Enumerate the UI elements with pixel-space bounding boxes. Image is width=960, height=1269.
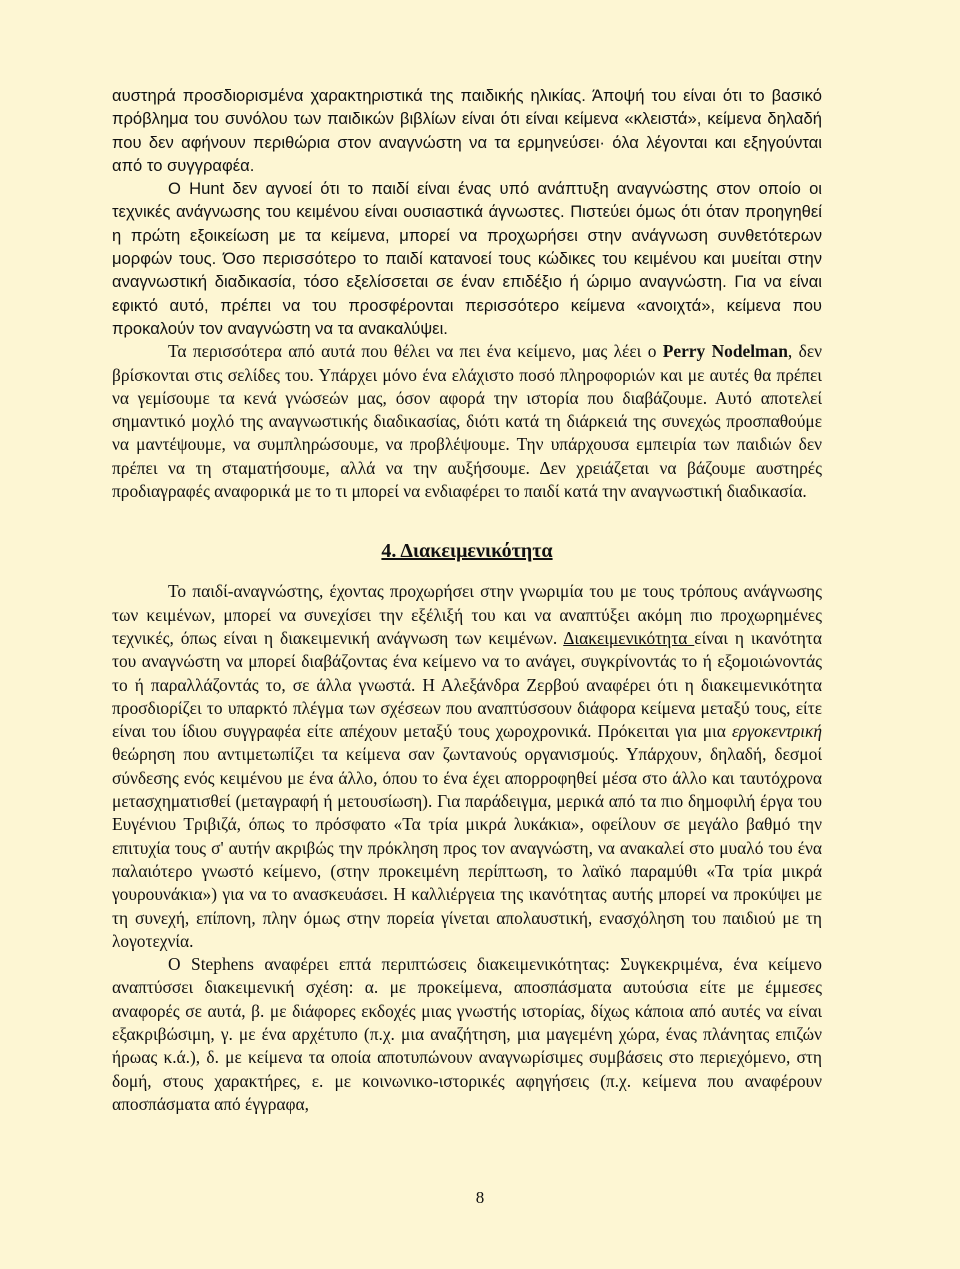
paragraph-4-part-3: θεώρηση που αντιμετωπίζει τα κείμενα σαν ζωντανούς οργανισμούς. Υπάρχουν, δηλαδή, δεσμοί σύνδεσης ενός κειμένου με ένα άλλο, όπου το ένα έχει απορροφηθεί μέσα στο άλλο και ταυτόχρονα μετασχηματισθεί (μεταγραφή ή μετουσίωση). Για παράδειγμα, μερικά από τα πιο δημοφιλή έργα του Ευγένιου Τριβιζά, όπως το πρόσφατο «Τα τρία μικρά λυκάκια», οφείλουν σε μεγάλο βαθμό την επιτυχία τους σ' αυτήν ακριβώς την πρόκληση προς τον αναγνώστη, να ανακαλεί στο μυαλό του ένα παλαιότερο γνωστό κείμενο, (στην προκειμένη περίπτωση, το λαϊκό παραμύθι «Τα τρία μικρά γουρουνάκια») για να το ανασκευάσει. Η καλλιέργεια της ικανότητας αυτής μπορεί να προκύψει με τη συνεχή, επίπονη, πλην όμως στην πορεία γίνεται απολαυστική, ενασχόληση του παιδιού με τη λογοτεχνία. xyxy=(112,744,822,951)
section-heading-text: 4. Διακειμενικότητα xyxy=(381,540,553,563)
paragraph-3-rest: , δεν βρίσκονται στις σελίδες του. Υπάρχει μόνο ένα ελάχιστο ποσό πληροφοριών και με αυτές θα πρέπει να γεμίσουμε τα κενά γνώσεών μας, όσον αφορά την ιστορία που διαβάζουμε. Αυτό αποτελεί σημαντικό μοχλό της αναγνωστικής διαδικασίας, διότι κατά τη διάρκειά της συνεχώς προσπαθούμε να μαντέψουμε, να συμπληρώσουμε, να προβλέψουμε. Την υπάρχουσα εμπειρία των παιδιών δεν πρέπει να τη σταματήσουμε, αλλά να την αυξήσουμε. Δεν χρειάζεται να βάζουμε αυστηρές προδιαγραφές αναφορικά με το τι μπορεί να ενδιαφέρει το παιδί κατά την αναγνωστική διαδικασία. xyxy=(112,341,822,502)
author-name: Perry Nodelman xyxy=(662,341,788,362)
document-page xyxy=(112,84,822,1116)
paragraph-5: Ο Stephens αναφέρει επτά περιπτώσεις διακειμενικότητας: Συγκεκριμένα, ένα κείμενο αναπτύσσει διακειμενική σχέση: α. με προκείμενα, αποσπάσματα αυτούσια είτε με έμμεσες αναφορές σε αυτά, β. με διάφορες εκδοχές μιας γνωστής ιστορίας, δίχως κάποια από αυτές να είναι εξακριβώσιμη, γ. με ένα αρχέτυπο (π.χ. μια αναζήτηση, μια μαγεμένη χώρα, ένας πλάνητας επιζών ήρωας κ.ά.), δ. με κείμενα τα οποία αποτυπώνουν αναγνωρίσιμες συμβάσεις στο περιεχόμενο, στη δομή, στους χαρακτήρες, ε. με κοινωνικο-ιστορικές αφηγήσεις (π.χ. κείμενα που αναφέρουν αποσπάσματα από έγγραφα, xyxy=(112,954,822,1114)
section-heading xyxy=(112,539,822,563)
paragraph-2: Ο Hunt δεν αγνοεί ότι το παιδί είναι ένας υπό ανάπτυξη αναγνώστης στον οποίο οι τεχνικές ανάγνωσης του κειμένου είναι ουσιαστικά άγνωστες. Πιστεύει όμως ότι όταν προηγηθεί η πρώτη εξοικείωση με τα κείμενα, μπορεί να προχωρήσει στην ανάγνωση συνθετότερων μορφών τους. Όσο περισσότερο το παιδί κατανοεί τους κώδικες του κειμένου και μυείται στην αναγνωστική διαδικασία, τόσο εξελίσσεται σε έναν επιδέξιο ή ώριμο αναγνώστη. Για να είναι εφικτό αυτό, πρέπει να του προσφέρονται περισσότερο κείμενα «ανοιχτά», κείμενα που προκαλούν τον αναγνώστη να τα ανακαλύψει. xyxy=(112,179,822,338)
paragraph-3 xyxy=(112,340,822,503)
page-number: 8 xyxy=(475,1188,485,1207)
paragraph-3-intro: Τα περισσότερα από αυτά που θέλει να πει ένα κείμενο, μας λέει ο xyxy=(168,341,663,362)
intertextuality-term: Διακειμενικότητα xyxy=(563,627,695,648)
paragraph-4-part-1: Το παιδί-αναγνώστης, έχοντας προχωρήσει στην γνωριμία του με τους τρόπους ανάγνωσης των κειμένων, μπορεί να συνεχίσει την εξέλιξή του και να αναπτύξει ακόμη πιο προχωρημένες τεχνικές, όπως είναι η διακειμενική ανάγνωση των κειμένων. xyxy=(112,581,822,648)
paragraph-4-part-2: είναι η ικανότητα του αναγνώστη να μπορεί διαβάζοντας ένα κείμενο να το ανάγει, συγκρίνοντάς το ή εξομοιώνοντάς το ή παραλλάζοντάς το, σε άλλα γνωστά. Η Αλεξάνδρα Ζερβού αναφέρει ότι η διακειμενικότητα προσδιορίζει το υπαρκτό πλέγμα των σχέσεων που αναπτύσσουν διάφορα κείμενα μεταξύ τους, είτε είναι του ίδιου συγγραφέα είτε απέχουν μεταξύ τους χωροχρονικά. Πρόκειται για μια xyxy=(112,627,822,742)
paragraph-4 xyxy=(112,580,822,953)
italic-term: εργοκεντρική xyxy=(731,721,822,742)
paragraph-1: αυστηρά προσδιορισμένα χαρακτηριστικά της παιδικής ηλικίας. Άποψή του είναι ότι το βασικό πρόβλημα του συνόλου των παιδικών βιβλίων είναι ότι είναι κείμενα «κλειστά», κείμενα δηλαδή που δεν αφήνουν περιθώρια στον αναγνώστη να τα ερμηνεύσει· όλα λέγονται και εξηγούνται από το συγγραφέα. xyxy=(112,86,822,175)
